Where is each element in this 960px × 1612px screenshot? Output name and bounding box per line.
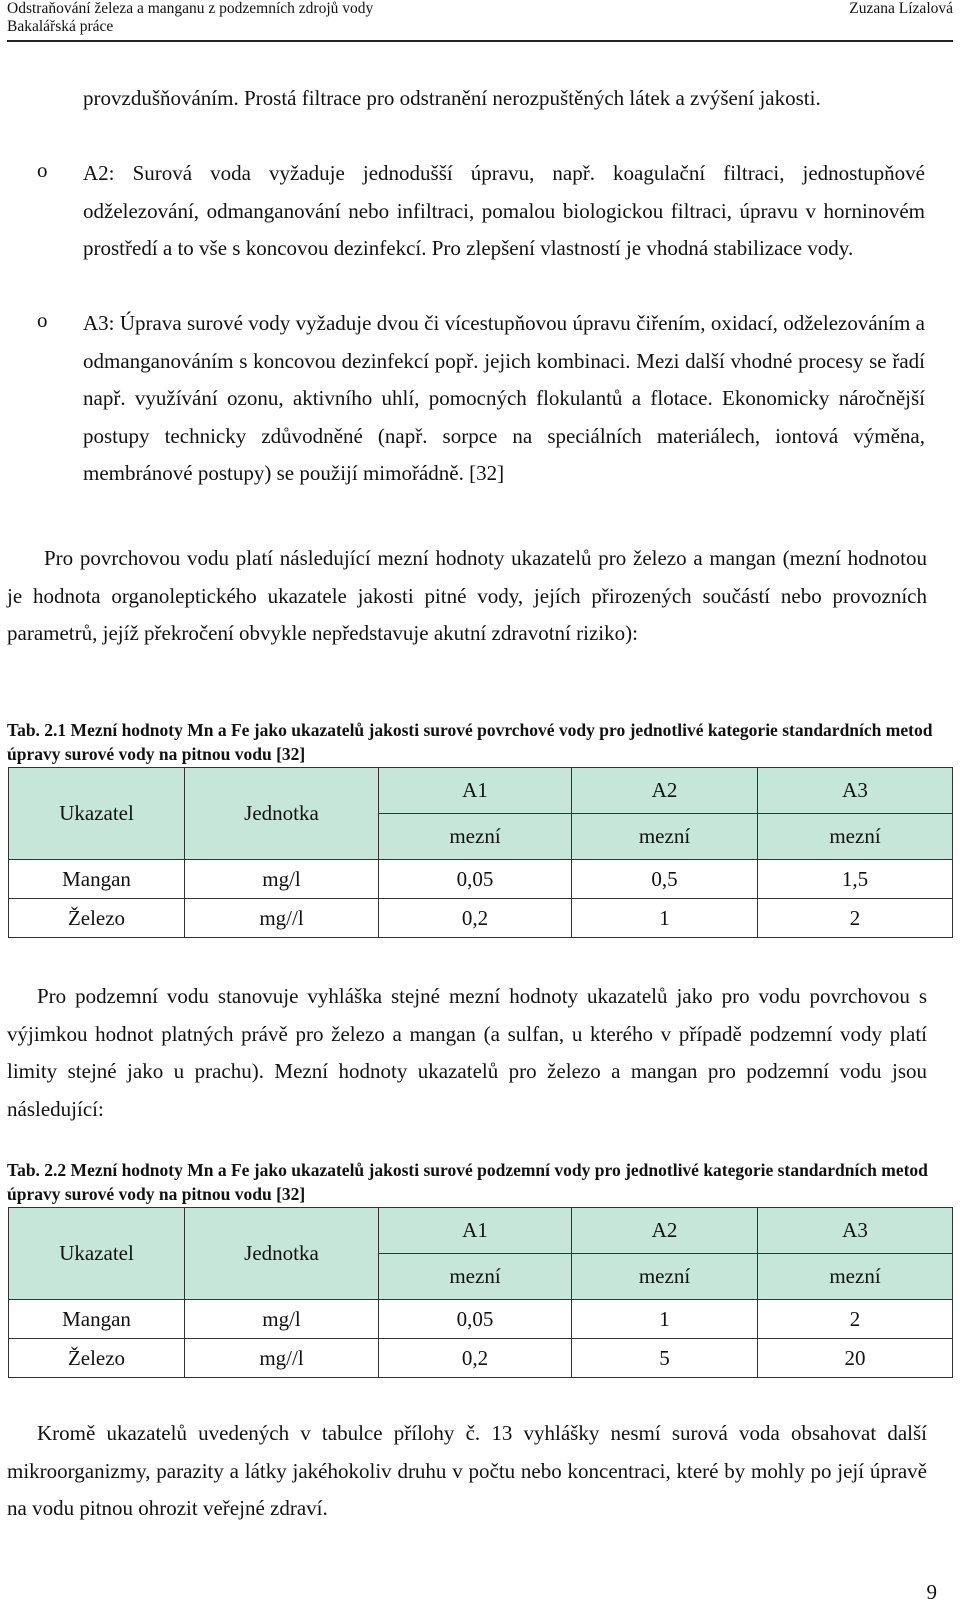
table2-cell-a3: 20 [758, 1339, 953, 1378]
intro-continuation: provzdušňováním. Prostá filtrace pro odstranění nerozpuštěných látek a zvýšení jakosti. [83, 86, 821, 110]
table1-cell-name: Železo [9, 899, 185, 938]
table1-cell-unit: mg/l [185, 860, 379, 899]
table2-header-a2: A2 [572, 1208, 758, 1254]
page-header [7, 0, 953, 42]
table2-cell-a2: 5 [572, 1339, 758, 1378]
table1-cell-a3: 2 [758, 899, 953, 938]
table1-header-mezni: mezní [572, 814, 758, 860]
table2-cell-a2: 1 [572, 1300, 758, 1339]
table1-cell-a1: 0,2 [379, 899, 572, 938]
table1-header-ukazatel: Ukazatel [9, 768, 185, 860]
table1 [8, 767, 953, 938]
table-row [9, 1300, 953, 1339]
table-row [9, 899, 953, 938]
table2-cell-unit: mg/l [185, 1300, 379, 1339]
table2-header-jednotka: Jednotka [185, 1208, 379, 1300]
table1-cell-name: Mangan [9, 860, 185, 899]
paragraph-microorganisms: Kromě ukazatelů uvedených v tabulce přílohy č. 13 vyhlášky nesmí surová voda obsahovat další mikroorganizmy, parazity a látky jakéhokoliv druhu v počtu nebo koncentraci, které by mohly po její úpravě na vodu pitnou ohrozit veřejné zdraví. [7, 1421, 927, 1520]
header-author: Zuzana Lízalová [849, 0, 953, 17]
table2-cell-a1: 0,05 [379, 1300, 572, 1339]
paragraph-surface-water: Pro povrchovou vodu platí následující mezní hodnoty ukazatelů pro železo a mangan (mezní hodnotou je hodnota organoleptického ukazatele jakosti pitné vody, jejích přirozených součástí nebo provozních parametrů, jejíž překročení obvykle nepředstavuje akutní zdravotní riziko): [7, 546, 927, 645]
table1-cell-unit: mg//l [185, 899, 379, 938]
table1-cell-a2: 1 [572, 899, 758, 938]
table2-header-mezni: mezní [379, 1254, 572, 1300]
table1-cell-a1: 0,05 [379, 860, 572, 899]
header-title: Odstraňování železa a manganu z podzemních zdrojů vody [7, 0, 374, 17]
table2-cell-name: Železo [9, 1339, 185, 1378]
bullet-a3-text: A3: Úprava surové vody vyžaduje dvou či vícestupňovou úpravu čiřením, oxidací, odželezováním a odmanganováním s koncovou dezinfekcí popř. jejich kombinaci. Mezi další vhodné procesy se řadí např. využívání ozonu, aktivního uhlí, pomocných flokulantů a flotace. Ekonomicky náročnější postupy technicky zdůvodněné (např. sorpce na speciálních materiálech, iontová výměna, membránové postupy) se použijí mimořádně. [32] [83, 311, 925, 485]
table1-caption: Tab. 2.1 Mezní hodnoty Mn a Fe jako ukazatelů jakosti surové povrchové vody pro jednotlivé kategorie standardních metod úpravy surové vody na pitnou vodu [32] [7, 720, 933, 764]
table2-caption: Tab. 2.2 Mezní hodnoty Mn a Fe jako ukazatelů jakosti surové podzemní vody pro jednotlivé kategorie standardních metod úpravy surové vody na pitnou vodu [32] [7, 1160, 928, 1204]
table1-header-a2: A2 [572, 768, 758, 814]
bullet-marker: o [37, 158, 48, 182]
paragraph-groundwater: Pro podzemní vodu stanovuje vyhláška stejné mezní hodnoty ukazatelů jako pro vodu povrchovou s výjimkou hodnot platných právě pro železo a mangan (a sulfan, u kterého v případě podzemní vody platí limity stejné jako u prachu). Mezní hodnoty ukazatelů pro železo a mangan pro podzemní vodu jsou následující: [7, 984, 927, 1121]
table2-header-mezni: mezní [758, 1254, 953, 1300]
table1-header-jednotka: Jednotka [185, 768, 379, 860]
table1-cell-a3: 1,5 [758, 860, 953, 899]
table2-header-mezni: mezní [572, 1254, 758, 1300]
table2 [8, 1207, 953, 1378]
table1-cell-a2: 0,5 [572, 860, 758, 899]
table2-cell-unit: mg//l [185, 1339, 379, 1378]
table2-cell-name: Mangan [9, 1300, 185, 1339]
header-subtitle: Bakalářská práce [7, 18, 114, 35]
table-row [9, 1339, 953, 1378]
table2-cell-a3: 2 [758, 1300, 953, 1339]
table1-header-a1: A1 [379, 768, 572, 814]
table1-header-a3: A3 [758, 768, 953, 814]
table2-header-a3: A3 [758, 1208, 953, 1254]
table-row [9, 860, 953, 899]
table2-header-ukazatel: Ukazatel [9, 1208, 185, 1300]
bullet-marker: o [37, 308, 48, 332]
table2-cell-a1: 0,2 [379, 1339, 572, 1378]
table1-header-mezni: mezní [379, 814, 572, 860]
table2-header-a1: A1 [379, 1208, 572, 1254]
bullet-a2-text: A2: Surová voda vyžaduje jednodušší úpravu, např. koagulační filtraci, jednostupňové odželezování, odmanganování nebo infiltraci, pomalou biologickou filtraci, úpravu v horninovém prostředí a to vše s koncovou dezinfekcí. Pro zlepšení vlastností je vhodná stabilizace vody. [83, 161, 925, 260]
page-number: 9 [926, 1580, 937, 1604]
table1-header-mezni: mezní [758, 814, 953, 860]
